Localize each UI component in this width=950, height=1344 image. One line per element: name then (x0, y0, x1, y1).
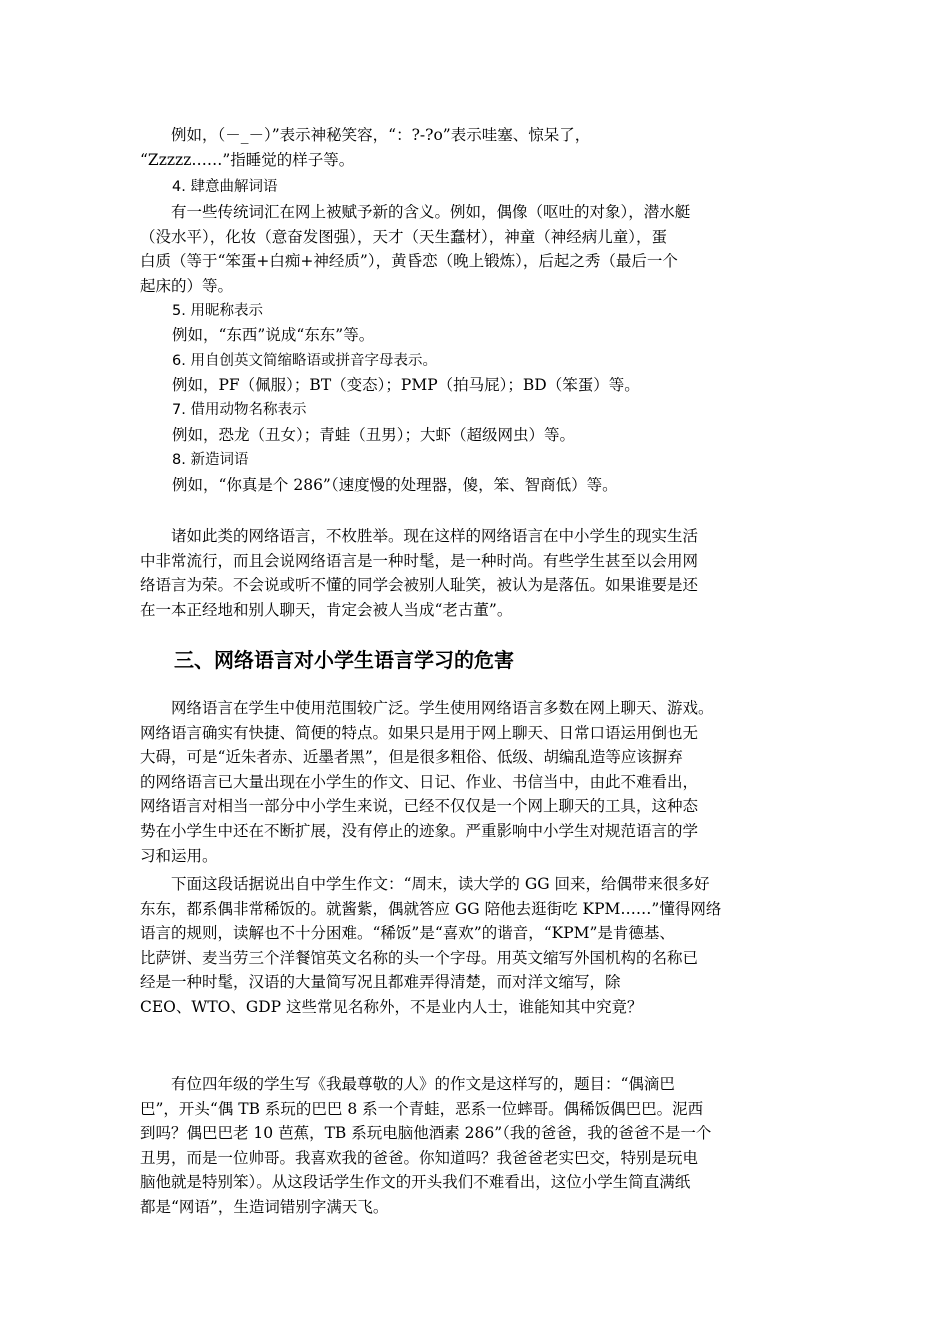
item-5-example: 例如，“东西”说成“东东”等。 (172, 326, 375, 344)
item-6-example: 例如，PF（佩服）；BT（变态）；PMP（拍马屁）；BD（笨蛋）等。 (172, 376, 640, 394)
heading-item-7: 7. 借用动物名称表示 (172, 402, 307, 418)
heading-item-4: 4. 肆意曲解词语 (172, 179, 278, 195)
section-three-paragraph-3: 有位四年级的学生写《我最尊敬的人》的作文是这样写的，题目：“偶滴巴 巴”，开头“偶 TB 系玩的巴巴 8 系一个青蛙，恶系一位蟀哥。偶稀饭偶巴巴。泥西 到吗？偶巴巴老 10 芭蕉，TB 系玩电脑他酒素 286”（我的爸爸，我的爸爸不是一个 丑男，而是一位帅哥。我喜欢我的爸爸。你知道吗？我爸爸老实巴交，特别是玩电 脑他就是特别笨）。从这段话学生作文的开头我们不难看出，这位小学生简直满纸 都是“网语”，生造词错别字满天飞。 (140, 1075, 712, 1216)
item-7-example: 例如，恐龙（丑女）；青蛙（丑男）；大虾（超级网虫）等。 (172, 426, 576, 444)
item-8-example: 例如，“你真是个 286”（速度慢的处理器，傻，笨、智商低）等。 (172, 476, 618, 494)
item-4-paragraph: 有一些传统词汇在网上被赋予新的含义。例如，偶像（呕吐的对象），潜水艇 （没水平），化妆（意奋发图强），天才（天生蠢材），神童（神经病儿童），蛋 白质（等于“笨蛋+白痴+神经质”），黄昏恋（晚上锻炼），后起之秀（最后一个 起床的）等。 (140, 203, 691, 295)
emoticon-example-paragraph: 例如，（－_－）”表示神秘笑容，“：?-?o”表示哇塞、惊呆了， “Zzzzz……”指睡觉的样子等。 (140, 126, 591, 169)
section-three-paragraph-1: 网络语言在学生中使用范围较广泛。学生使用网络语言多数在网上聊天、游戏。 网络语言确实有快捷、简便的特点。如果只是用于网上聊天、日常口语运用倒也无 大碍，可是“近朱者赤、近墨者黑”，但是很多粗俗、低级、胡编乱造等应该摒弃 的网络语言已大量出现在小学生的作文、日记、作业、书信当中，由此不难看出， 网络语言对相当一部分中小学生来说，已经不仅仅是一个网上聊天的工具，这种态 势在小学生中还在不断扩展，没有停止的迹象。严重影响中小学生对规范语言的学 习和运用。 (140, 699, 714, 865)
heading-item-6: 6. 用自创英文简缩略语或拼音字母表示。 (172, 353, 437, 369)
heading-item-8: 8. 新造词语 (172, 452, 249, 468)
heading-item-5: 5. 用昵称表示 (172, 303, 263, 319)
section-three-paragraph-2: 下面这段话据说出自中学生作文：“周末，读大学的 GG 回来，给偶带来很多好 东东，都系偶非常稀饭的。就酱紫，偶就答应 GG 陪他去逛街吃 KPM……”懂得网络 语言的规则，读解也不十分困难。“稀饭”是“喜欢”的谐音，“KPM”是肯德基、 比萨饼、麦当劳三个洋餐馆英文名称的头一个字母。用英文缩写外国机构的名称已 经是一种时髦，汉语的大量简写况且都难弄得清楚，而对洋文缩写，除 CEO、WTO、GDP 这些常见名称外，不是业内人士，谁能知其中究竟？ (140, 875, 722, 1016)
summary-paragraph: 诸如此类的网络语言，不枚胜举。现在这样的网络语言在中小学生的现实生活 中非常流行，而且会说网络语言是一种时髦，是一种时尚。有些学生甚至以会用网 络语言为荣。不会说或听不懂的同学会被别人耻笑，被认为是落伍。如果谁要是还 在一本正经地和别人聊天，肯定会被人当成“老古董”。 (140, 527, 699, 619)
section-three-title: 三、网络语言对小学生语言学习的危害 (174, 648, 514, 672)
